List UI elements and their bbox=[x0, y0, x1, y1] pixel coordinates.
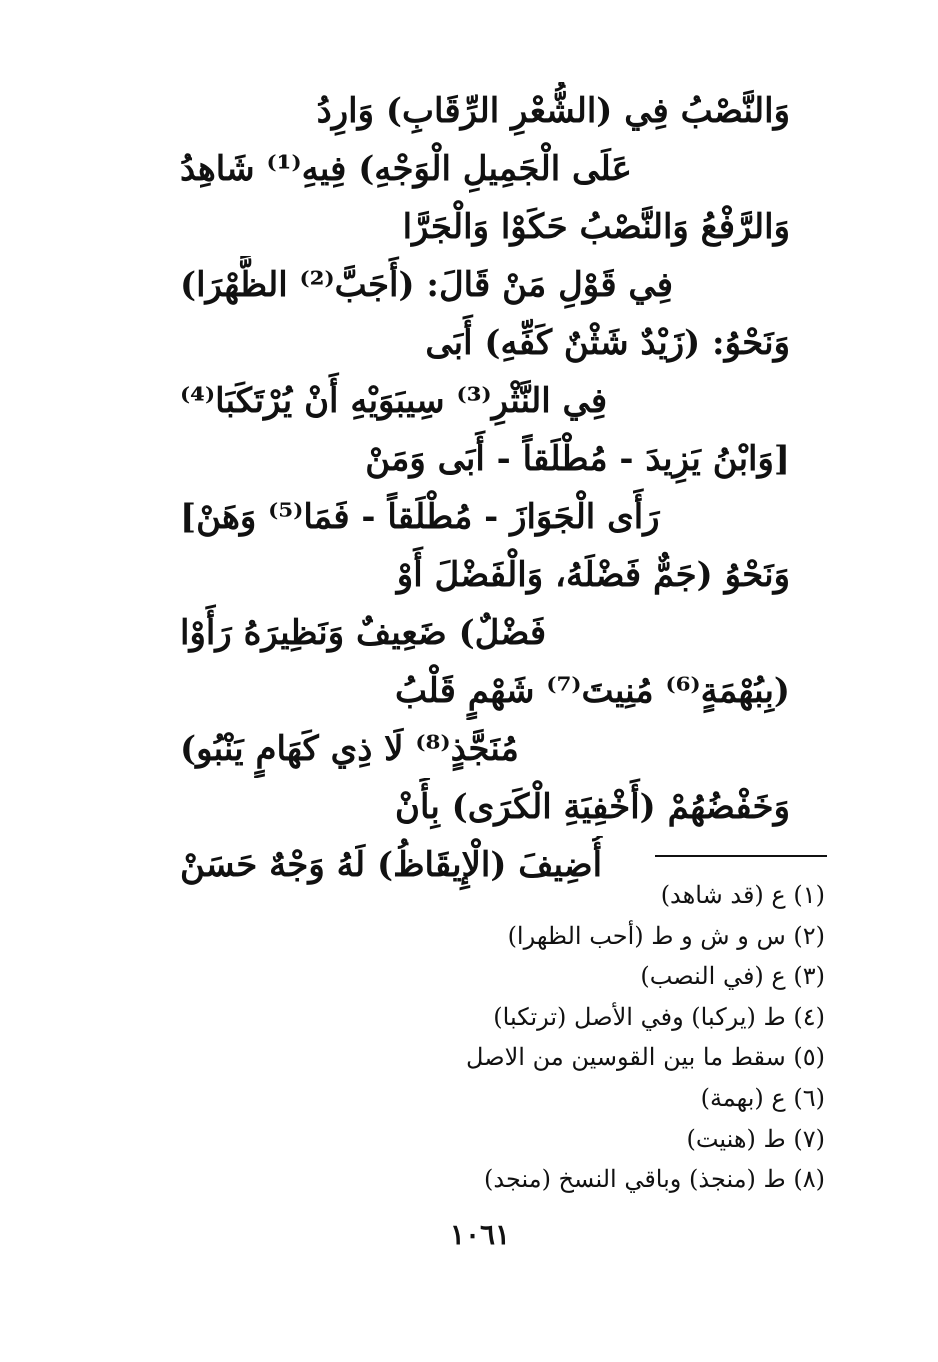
verse-line-10: فَضْلٌ) ضَعِيفٌ وَنَظِيرَهُ رَأَوْا bbox=[180, 613, 547, 653]
verse-line-12: مُنَجَّذٍ⁽⁸⁾ لَا ذِي كَهَامٍ يَنْبُو) bbox=[180, 729, 519, 769]
footnote-divider bbox=[655, 855, 827, 857]
footnote-3: (٣) ع (في النصب) bbox=[640, 962, 825, 991]
footnote-5: (٥) سقط ما بين القوسين من الاصل bbox=[466, 1043, 825, 1072]
footnote-1: (١) ع (قد شاهد) bbox=[660, 881, 825, 909]
verse-line-14: أُضِيفَ (الْإِيقَاظُ) لَهُ وَجْهٌ حَسَنْ bbox=[180, 845, 603, 885]
verse-line-13: وَخَفْضُهُمْ (أَخْفِيَةِ الْكَرَى) بِأَنْ bbox=[394, 787, 790, 827]
verse-line-4: فِي قَوْلِ مَنْ قَالَ: (أَجَبَّ⁽²⁾ الظَّهْرَا) bbox=[180, 265, 674, 305]
poem-verses bbox=[180, 82, 790, 894]
verse-line-11: (بِبُهْمَةٍ⁽⁶⁾ مُنِيتَ⁽⁷⁾ شَهْمٍ قَلْبُ bbox=[394, 671, 790, 711]
verse-line-3: وَالرَّفْعُ وَالنَّصْبُ حَكَوْا وَالْجَرَّا bbox=[402, 207, 790, 247]
footnote-7: (٧) ط (هنيت) bbox=[686, 1124, 825, 1153]
verse-line-1: وَالنَّصْبُ فِي (الشُّعْرِ الرِّقَابِ) وَارِدُ bbox=[316, 91, 790, 131]
verse-line-9: وَنَحْوُ (جَمٌّ فَضْلَهُ، وَالْفَضْلَ أَوْ bbox=[396, 555, 790, 595]
verse-line-8: رَأَى الْجَوَازَ - مُطْلَقاً - فَمَا⁽⁵⁾ وَهَنْ] bbox=[180, 497, 660, 537]
footnote-6: (٦) ع (بهمة) bbox=[700, 1083, 825, 1112]
footnote-2: (٢) س و ش و ط (أحب الظهرا) bbox=[507, 921, 825, 950]
verse-line-5: وَنَحْوُ: (زَيْدٌ شَثْنٌ كَفِّهِ) أَبَى bbox=[425, 323, 790, 363]
verse-line-7: [وَابْنُ يَزِيدَ - مُطْلَقاً - أَبَى وَمَنْ bbox=[365, 439, 790, 479]
footnote-8: (٨) ط (منجذ) وباقي النسخ (منجد) bbox=[484, 1165, 825, 1194]
verse-line-6: فِي النَّثْرِ⁽³⁾ سِيبَوَيْهِ أَنْ يُرْتَكَبَا⁽⁴⁾ bbox=[180, 381, 608, 421]
footnotes bbox=[420, 875, 825, 1200]
verse-line-2: عَلَى الْجَمِيلِ الْوَجْهِ) فِيهِ⁽¹⁾ شَاهِدُ bbox=[180, 149, 632, 189]
page-number: ١٠٦١ bbox=[449, 1218, 511, 1251]
footnote-4: (٤) ط (يركبا) وفي الأصل (ترتكبا) bbox=[493, 1002, 825, 1031]
